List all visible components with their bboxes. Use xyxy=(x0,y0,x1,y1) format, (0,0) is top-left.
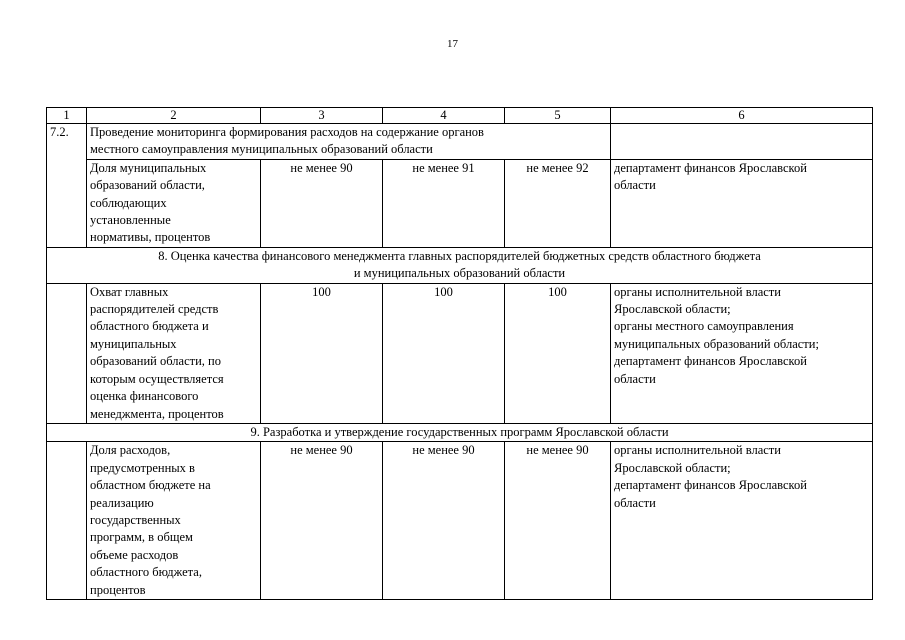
value-year-1: не менее 90 xyxy=(261,159,383,247)
indicators-table xyxy=(46,107,873,600)
responsible-line: области xyxy=(614,371,656,386)
indicator-line: муниципальных xyxy=(90,336,177,351)
indicator-line: оценка финансового xyxy=(90,389,199,404)
header-col-1: 1 xyxy=(47,108,87,124)
indicator-line: менеджмента, процентов xyxy=(90,406,224,421)
responsible-line: департамент финансов Ярославской xyxy=(614,478,807,493)
header-col-3: 3 xyxy=(261,108,383,124)
row-title-line: местного самоуправления муниципальных образований области xyxy=(90,142,433,157)
indicator-line: которым осуществляется xyxy=(90,371,224,386)
indicator-line: предусмотренных в xyxy=(90,460,195,475)
indicator-line: Охват главных xyxy=(90,284,169,299)
empty-cell xyxy=(611,124,873,160)
responsible-line: Ярославской области; xyxy=(614,302,731,317)
header-col-6: 6 xyxy=(611,108,873,124)
responsible-line: органы исполнительной власти xyxy=(614,284,781,299)
row-7-2-title xyxy=(47,124,873,160)
responsible-line: департамент финансов Ярославской xyxy=(614,354,807,369)
indicator-cell xyxy=(87,442,261,600)
empty-cell xyxy=(47,442,87,600)
indicator-line: объеме расходов xyxy=(90,547,179,562)
section-8-indicator-row xyxy=(47,283,873,423)
section-title-line: и муниципальных образований области xyxy=(353,266,566,281)
indicator-line: процентов xyxy=(90,582,146,597)
indicator-line: соблюдающих xyxy=(90,195,167,210)
row-7-2-indicator xyxy=(47,159,873,247)
header-row xyxy=(47,108,873,124)
responsible-cell xyxy=(611,442,873,600)
row-title-line: Проведение мониторинга формирования расходов на содержание органов xyxy=(90,125,484,139)
value-year-3: не менее 92 xyxy=(505,159,611,247)
indicator-line: реализацию xyxy=(90,495,154,510)
indicator-line: Доля муниципальных xyxy=(90,160,207,175)
header-col-4: 4 xyxy=(383,108,505,124)
row-title xyxy=(87,124,611,160)
indicator-line: распорядителей средств xyxy=(90,302,219,317)
responsible-line: органы местного самоуправления xyxy=(614,319,794,334)
responsible-line: департамент финансов Ярославской xyxy=(614,160,807,175)
responsible-cell xyxy=(611,283,873,423)
value-year-3: не менее 90 xyxy=(505,442,611,600)
indicator-line: Доля расходов, xyxy=(90,443,171,458)
section-title xyxy=(47,247,873,283)
value-year-3: 100 xyxy=(505,283,611,423)
indicator-line: областном бюджете на xyxy=(90,478,211,493)
header-col-2: 2 xyxy=(87,108,261,124)
indicator-line: образований области, xyxy=(90,178,205,193)
value-year-2: не менее 90 xyxy=(383,442,505,600)
responsible-line: Ярославской области; xyxy=(614,460,731,475)
indicator-cell xyxy=(87,283,261,423)
value-year-1: 100 xyxy=(261,283,383,423)
indicator-line: областного бюджета и xyxy=(90,319,209,334)
indicator-line: областного бюджета, xyxy=(90,565,202,580)
responsible-cell xyxy=(611,159,873,247)
value-year-2: 100 xyxy=(383,283,505,423)
section-9-indicator-row xyxy=(47,442,873,600)
responsible-line: органы исполнительной власти xyxy=(614,443,781,458)
indicator-cell xyxy=(87,159,261,247)
responsible-line: области xyxy=(614,495,656,510)
section-title: 9. Разработка и утверждение государственных программ Ярославской области xyxy=(47,423,873,441)
indicator-line: образований области, по xyxy=(90,354,221,369)
page-number: 17 xyxy=(447,38,458,50)
header-col-5: 5 xyxy=(505,108,611,124)
responsible-line: области xyxy=(614,178,656,193)
section-title-line: 8. Оценка качества финансового менеджмента главных распорядителей бюджетных средств областного бюджета xyxy=(158,248,761,263)
indicator-line: государственных xyxy=(90,512,181,527)
value-year-1: не менее 90 xyxy=(261,442,383,600)
empty-cell xyxy=(47,283,87,423)
indicator-line: нормативы, процентов xyxy=(90,230,211,245)
section-8-title-row xyxy=(47,247,873,283)
indicator-line: программ, в общем xyxy=(90,530,193,545)
value-year-2: не менее 91 xyxy=(383,159,505,247)
row-number: 7.2. xyxy=(47,124,87,248)
responsible-line: муниципальных образований области; xyxy=(614,336,819,351)
section-9-title-row xyxy=(47,423,873,441)
indicator-line: установленные xyxy=(90,213,171,228)
